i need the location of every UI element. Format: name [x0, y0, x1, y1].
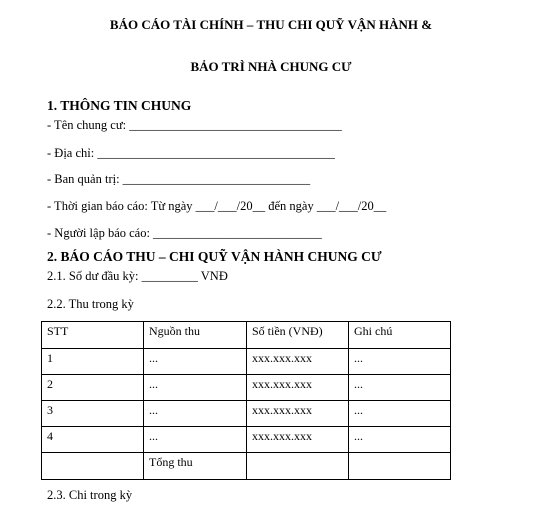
income-subheading: 2.2. Thu trong kỳ — [47, 297, 134, 311]
column-header-source: Nguồn thu — [144, 322, 247, 349]
expense-subheading: 2.3. Chi trong kỳ — [47, 488, 133, 502]
section-heading-general-info: 1. THÔNG TIN CHUNG — [47, 98, 192, 113]
report-period-line: - Thời gian báo cáo: Từ ngày ___/___/20__ đến ngày ___/___/20__ — [47, 199, 387, 213]
table-cell: ... — [144, 375, 247, 401]
table-cell: xxx.xxx.xxx — [247, 375, 349, 401]
income-table — [41, 321, 451, 480]
table-cell-empty — [247, 453, 349, 480]
building-name-line: - Tên chung cư: __________________________________ — [47, 118, 342, 132]
management-board-line: - Ban quản trị: ______________________________ — [47, 172, 311, 186]
table-cell: 4 — [42, 427, 144, 453]
table-cell: ... — [349, 375, 451, 401]
table-cell: 1 — [42, 349, 144, 375]
opening-balance-line: 2.1. Số dư đầu kỳ: _________ VNĐ — [47, 269, 228, 283]
table-cell: xxx.xxx.xxx — [247, 427, 349, 453]
table-cell: xxx.xxx.xxx — [247, 401, 349, 427]
table-cell: ... — [144, 401, 247, 427]
column-header-notes: Ghi chú — [349, 322, 451, 349]
column-header-stt: STT — [42, 322, 144, 349]
report-title-line-1: BÁO CÁO TÀI CHÍNH – THU CHI QUỸ VẬN HÀNH & — [109, 17, 433, 32]
address-line: - Địa chỉ: ______________________________________ — [47, 146, 335, 160]
section-heading-fund-report: 2. BÁO CÁO THU – CHI QUỸ VẬN HÀNH CHUNG CƯ — [47, 249, 382, 264]
report-title-line-2: BẢO TRÌ NHÀ CHUNG CƯ — [190, 59, 352, 74]
table-cell: xxx.xxx.xxx — [247, 349, 349, 375]
table-row — [42, 349, 451, 375]
table-cell: 3 — [42, 401, 144, 427]
table-total-row — [42, 453, 451, 480]
table-cell: 2 — [42, 375, 144, 401]
table-cell: ... — [349, 401, 451, 427]
table-cell: ... — [144, 349, 247, 375]
reporter-line: - Người lập báo cáo: ___________________________ — [47, 226, 322, 240]
total-income-label: Tổng thu — [144, 453, 247, 480]
table-row — [42, 427, 451, 453]
table-row — [42, 401, 451, 427]
table-cell-empty — [349, 453, 451, 480]
table-row — [42, 375, 451, 401]
table-cell: ... — [349, 427, 451, 453]
table-cell-empty — [42, 453, 144, 480]
table-cell: ... — [349, 349, 451, 375]
table-cell: ... — [144, 427, 247, 453]
column-header-amount: Số tiền (VNĐ) — [247, 322, 349, 349]
table-header-row — [42, 322, 451, 349]
